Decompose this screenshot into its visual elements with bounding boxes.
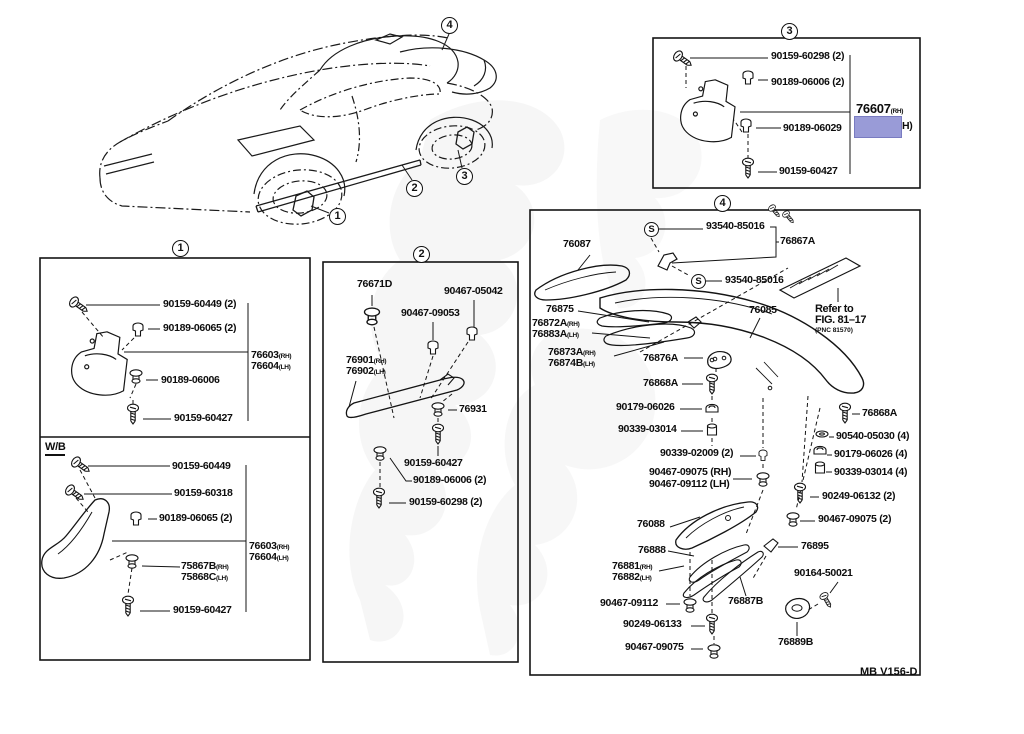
- part-qualifier: (LH): [215, 575, 228, 582]
- part-label: 76088: [637, 518, 665, 530]
- part-label: 90159-60298 (2): [409, 496, 483, 508]
- refer-note-line3: (PNC 81570): [815, 327, 853, 334]
- box1-callout: 1: [172, 240, 189, 257]
- part-qualifier: (LH): [566, 332, 579, 339]
- part-label: [346, 366, 386, 378]
- part-qualifier: (LH): [639, 575, 652, 582]
- part-number: 76607: [856, 101, 891, 116]
- part-label: 90467-09112 (LH): [649, 478, 730, 490]
- part-label: [548, 358, 595, 370]
- part-label: 90189-06006 (2): [771, 76, 845, 88]
- hidden-part-tail: H): [902, 120, 913, 132]
- part-label: 90164-50021: [794, 567, 853, 579]
- part-label: 90189-06065 (2): [159, 512, 233, 524]
- part-label-highlighted: [856, 102, 903, 116]
- car-callout-2: 2: [406, 180, 423, 197]
- drawing-code: MB V156-D: [860, 666, 918, 678]
- part-label: 90467-05042: [444, 285, 503, 297]
- part-label: 90467-09075: [625, 641, 684, 653]
- box3-callout: 3: [781, 23, 798, 40]
- part-label: 76889B: [778, 636, 813, 648]
- part-label: 90179-06026 (4): [834, 448, 908, 460]
- car-callout-1: 1: [329, 208, 346, 225]
- part-label: 90540-05030 (4): [836, 430, 910, 442]
- part-qualifier: (RH): [639, 564, 653, 571]
- part-number: 76902: [346, 365, 374, 377]
- box4-callout: 4: [714, 195, 731, 212]
- part-label: 76875: [546, 303, 574, 315]
- part-label: 76931: [459, 403, 487, 415]
- part-number: 76603: [249, 540, 277, 552]
- part-label: 90159-60427: [173, 604, 232, 616]
- part-label: 76087: [563, 238, 591, 250]
- part-number: 76882: [612, 571, 640, 583]
- part-number: 75867B: [181, 560, 216, 572]
- part-label: [249, 552, 289, 564]
- part-label: 90159-60427: [779, 165, 838, 177]
- part-label: 93540-85016: [725, 274, 784, 286]
- part-label: 90159-60449 (2): [163, 298, 237, 310]
- screw-symbol-2: S: [691, 274, 706, 289]
- part-qualifier: (LH): [278, 364, 291, 371]
- part-label: 90189-06006: [161, 374, 220, 386]
- screw-symbol-1: S: [644, 222, 659, 237]
- part-label: 90467-09053: [401, 307, 460, 319]
- part-number: 76604: [251, 360, 279, 372]
- part-qualifier: (RH): [215, 564, 229, 571]
- part-label: 76887B: [728, 595, 763, 607]
- wb-variant-label: W/B: [45, 441, 65, 456]
- part-label: 90159-60449: [172, 460, 231, 472]
- part-label: 90467-09075 (RH): [649, 466, 732, 478]
- part-label: 90189-06065 (2): [163, 322, 237, 334]
- part-number: 76901: [346, 354, 374, 366]
- box2-callout: 2: [413, 246, 430, 263]
- part-label: 90189-06029: [783, 122, 842, 134]
- part-number: 76881: [612, 560, 640, 572]
- part-number: 76873A: [548, 346, 583, 358]
- part-qualifier: (LH): [276, 555, 289, 562]
- part-label: [612, 572, 652, 584]
- part-number: 76603: [251, 349, 279, 361]
- part-label: 90339-02009 (2): [660, 447, 734, 459]
- part-label: [181, 572, 228, 584]
- part-label: 90339-03014: [618, 423, 677, 435]
- part-label: 76868A: [643, 377, 678, 389]
- part-label: [532, 329, 579, 341]
- part-label: [251, 361, 291, 373]
- part-label: 76888: [638, 544, 666, 556]
- part-qualifier: (RH): [276, 544, 290, 551]
- part-label: 76868A: [862, 407, 897, 419]
- part-label: 90159-60427: [404, 457, 463, 469]
- part-qualifier: (LH): [373, 369, 386, 376]
- part-qualifier: (LH): [582, 361, 595, 368]
- part-qualifier: (RH): [566, 321, 580, 328]
- part-label: 90179-06026: [616, 401, 675, 413]
- car-callout-3: 3: [456, 168, 473, 185]
- part-label: 90159-60318: [174, 487, 233, 499]
- part-qualifier: (RH): [890, 108, 904, 115]
- part-label: 76876A: [643, 352, 678, 364]
- part-label: 90339-03014 (4): [834, 466, 908, 478]
- part-number-highlight: [854, 116, 902, 138]
- part-number: 75868C: [181, 571, 216, 583]
- part-number: 76872A: [532, 317, 567, 329]
- refer-note-line2: FIG. 81–17: [815, 314, 867, 326]
- part-qualifier: (RH): [582, 350, 596, 357]
- part-label: 76085: [749, 304, 777, 316]
- refer-note-line1: Refer to: [815, 303, 854, 315]
- part-number: 76883A: [532, 328, 567, 340]
- part-label: 90467-09075 (2): [818, 513, 892, 525]
- part-number: 76874B: [548, 357, 583, 369]
- part-label: 93540-85016: [706, 220, 765, 232]
- part-label: 76895: [801, 540, 829, 552]
- part-label: 76867A: [780, 235, 815, 247]
- part-qualifier: (RH): [373, 358, 387, 365]
- part-label: 90159-60298 (2): [771, 50, 845, 62]
- part-label: 90467-09112: [600, 597, 659, 609]
- car-callout-4: 4: [441, 17, 458, 34]
- part-label: 90189-06006 (2): [413, 474, 487, 486]
- part-label: 90249-06132 (2): [822, 490, 896, 502]
- part-number: 76604: [249, 551, 277, 563]
- part-qualifier: (RH): [278, 353, 292, 360]
- part-label: 90159-60427: [174, 412, 233, 424]
- part-label: 90249-06133: [623, 618, 682, 630]
- part-label: 76671D: [357, 278, 392, 290]
